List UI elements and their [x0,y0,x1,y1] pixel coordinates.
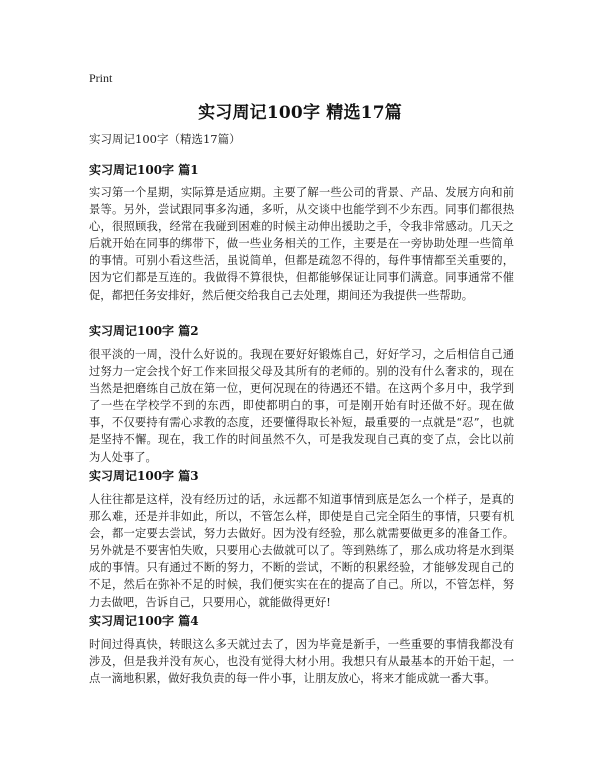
section-heading-3: 实习周记100字 篇3 [89,469,199,483]
section-heading-2: 实习周记100字 篇2 [89,324,199,338]
document-subtitle: 实习周记100字（精选17篇） [89,132,241,146]
section-body-4: 时间过得真快，转眼这么多天就过去了，因为毕竟是新手，一些重要的事情我都没有涉及，但是我并没有灰心，也没有觉得大材小用。我想只有从最基本的开始干起，一点一滴地积累，做好我负责的每一件小事，让朋友放心，将来才能成就一番大事。 [89,638,514,686]
section-heading-4: 实习周记100字 篇4 [89,614,199,628]
section-body-2: 很平淡的一周，没什么好说的。我现在要好好锻炼自己，好好学习，之后相信自己通过努力一定会找个好工作来回报父母及其所有的老师的。别的没有什么奢求的，现在当然是把磨练自己放在第一位，更何况现在的待遇还不错。在这两个多月中，我学到了一些在学校学不到的东西，即使都明白的事，可是刚开始有时还做不好。现在做事，不仅要持有需心求教的态度，还要懂得取长补短，最重要的一点就是“忍”，也就是坚持不懈。现在，我工作的时间虽然不久，可是我发现自己真的变了点，会比以前为人处事了。 [89,348,514,464]
section-body-1: 实习第一个星期，实际算是适应期。主要了解一些公司的背景、产品、发展方向和前景等。另外，尝试跟同事多沟通，多听，从交谈中也能学到不少东西。同事们都很热心，很照顾我，经常在我碰到困难的时候主动伸出援助之手，令我非常感动。几天之后就开始在同事的绑带下，做一些业务相关的工作，主要是在一旁协助处理一些简单的事情。可别小看这些活，虽说简单，但都是疏忽不得的，每件事情都至关重要的，因为它们都是互连的。我做得不算很快，但都能够保证让同事们满意。同事通常不催促，都把任务安排好，然后便交给我自己去处理，期间还为我提供一些帮助。 [89,186,514,302]
section-body-3: 人往往都是这样，没有经历过的话，永远都不知道事情到底是怎么一个样子，是真的那么难，还是并非如此，所以，不管怎么样，即使是自己完全陌生的事情，只要有机会，都一定要去尝试，努力去做好。因为没有经验，那么就需要做更多的准备工作。另外就是不要害怕失败，只要用心去做就可以了。等到熟练了，那么成功将是水到渠成的事情。只有通过不断的努力，不断的尝试，不断的积累经验，才能够发现自己的不足，然后在弥补不足的时候，我们便实实在在的提高了自己。所以，不管怎样，努力去做吧，告诉自己，只要用心，就能做得更好! [89,493,514,609]
print-link[interactable]: Print [89,71,113,85]
section-heading-1: 实习周记100字 篇1 [89,163,199,177]
page-title: 实习周记100字 精选17篇 [198,103,402,123]
